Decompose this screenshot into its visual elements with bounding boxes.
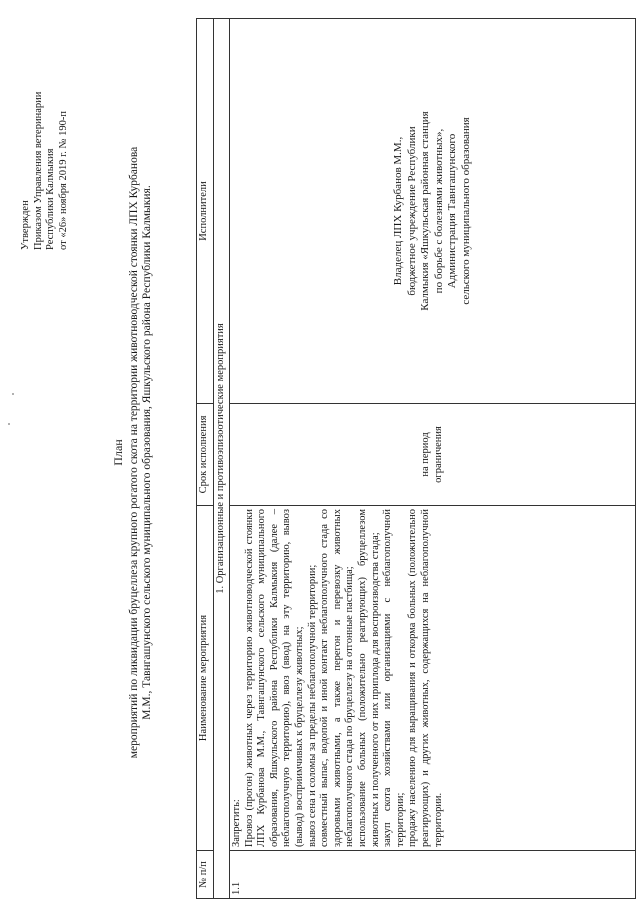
document-heading: [112, 40, 155, 865]
approval-line: от «26» ноября 2019 г. № 190-п: [57, 110, 69, 250]
header-name: Наименование мероприятия: [197, 506, 214, 851]
executor-line: сельского муниципального образования: [459, 117, 472, 305]
row-num: 1.1: [230, 851, 636, 899]
approval-line: Приказом Управления ветеринарии: [32, 91, 44, 250]
header-term: Срок исполнения: [197, 404, 214, 506]
measure-item: вывоз сена и соломы за пределы неблагополучной территории;: [306, 564, 318, 847]
section-title: 1. Организационные и противоэпизоотические мероприятия: [214, 19, 230, 899]
document-title: План: [111, 439, 125, 466]
scan-speck: [8, 423, 10, 425]
executor-line: бюджетное учреждение Республики: [405, 126, 418, 296]
measure-item: использование больных (положительно реагирующих) бруцеллезом животных и полученного от них приплода для воспроизводства стада;: [356, 509, 381, 847]
approval-line: Утвержден: [20, 200, 31, 250]
measure-item: Провоз (прогон) животных через территорию животноводческой стоянки ЛПХ Курбанова М.М., Тавнгашунского сельского муниципального образования, Яшкульского района Республики Калмыкия (далее – неблагополучную территорию), ввоз (ввод) на эту территорию, вывоз (вывод) восприимчивых к бруцеллезу животных;: [243, 509, 305, 847]
measures-table: [196, 18, 636, 899]
executor-line: Калмыкия «Яшкульская районная станция: [419, 111, 431, 311]
table-row: [230, 19, 636, 899]
table-header-row: [197, 19, 214, 899]
measure-item: Запретить:: [231, 799, 242, 847]
executor-line: Владелец ЛПХ Курбанов М.М.,: [392, 136, 404, 286]
measure-item: совместный выпас, водопой и иной контакт неблагополучного стада со здоровыми животными, а также перегон и перевозку животных неблагополучного стада по бруцеллезу на отгонные пастбища;: [319, 509, 356, 847]
executor-line: по борьбе с болезнями животных»,: [432, 128, 445, 294]
header-executor: Исполнители: [197, 19, 214, 404]
row-measures: [230, 506, 636, 851]
measure-item: закуп скота хозяйствами или организациями с неблагополучной территории;: [382, 509, 406, 847]
executor-line: Администрация Тавнгашунского: [446, 133, 458, 289]
document-subtitle-line: М.М., Тавнгашунского сельского муниципального образования, Яшкульского района Республики Калмыкия.: [141, 185, 153, 720]
approval-line: Республики Калмыкия: [45, 148, 56, 250]
scan-speck: [12, 393, 14, 395]
row-term: на период ограничения: [230, 404, 636, 506]
document-subtitle-line: мероприятий по ликвидации бруцеллеза крупного рогатого скота на территории животноводческой стоянки ЛПХ Курбанова: [127, 146, 140, 759]
measure-item: продажу населению для выращивания и откорма больных (положительно реагирующих) и других животных, содержащихся на неблагополучной территории.: [407, 509, 444, 847]
approval-stamp: [20, 20, 70, 250]
section-row: [214, 19, 230, 899]
row-executors: [230, 19, 636, 404]
header-num: № п/п: [197, 851, 214, 899]
